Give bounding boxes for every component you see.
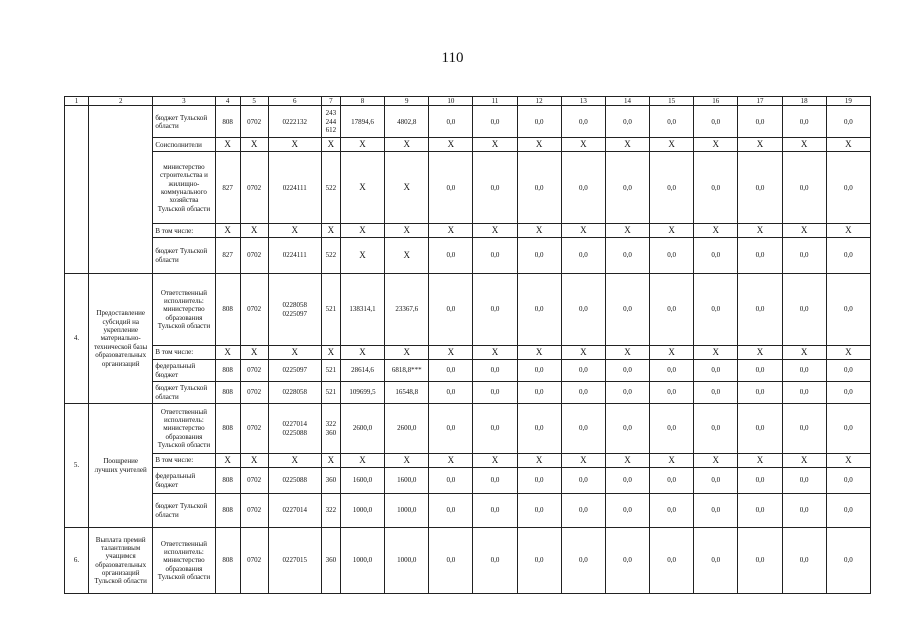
value-cell: 0,0 [782, 274, 826, 346]
value-cell: 0,0 [826, 494, 870, 528]
value-cell: 4802,8 [385, 106, 429, 138]
value-cell: 0,0 [429, 528, 473, 594]
x-mark-cell: X [650, 224, 694, 238]
table-row [65, 238, 871, 274]
value-cell: 0,0 [826, 106, 870, 138]
row-number-cell: 4. [65, 274, 89, 404]
value-cell: 109699,5 [340, 382, 384, 404]
ministry-code-cell: 808 [215, 106, 240, 138]
section-code-cell: 0702 [240, 238, 268, 274]
ministry-code-cell: 808 [215, 404, 240, 454]
ministry-code-cell: 808 [215, 274, 240, 346]
value-cell: 0,0 [517, 468, 561, 494]
x-mark-cell: X [215, 346, 240, 360]
section-code-cell: 0702 [240, 152, 268, 224]
x-mark-cell: X [826, 138, 870, 152]
value-cell: 0,0 [473, 152, 517, 224]
value-cell: 1000,0 [340, 528, 384, 594]
value-cell: 0,0 [473, 382, 517, 404]
target-article-cell: 0225088 [268, 468, 321, 494]
value-cell: 0,0 [694, 404, 738, 454]
x-mark-cell: X [826, 454, 870, 468]
section-code-cell: 0702 [240, 468, 268, 494]
value-cell: 2600,0 [385, 404, 429, 454]
table-row [65, 152, 871, 224]
x-mark-cell: X [473, 454, 517, 468]
x-mark-cell: X [340, 138, 384, 152]
x-mark-cell: X [240, 454, 268, 468]
value-cell: 0,0 [517, 274, 561, 346]
column-number: 16 [694, 97, 738, 106]
value-cell: 0,0 [782, 106, 826, 138]
value-cell: 0,0 [694, 106, 738, 138]
value-cell: 0,0 [429, 360, 473, 382]
value-cell: 0,0 [605, 468, 649, 494]
table-row [65, 224, 871, 238]
value-cell: 1000,0 [385, 528, 429, 594]
column-number: 5 [240, 97, 268, 106]
value-cell: 0,0 [738, 494, 782, 528]
value-cell: 0,0 [826, 468, 870, 494]
row-number-cell: 6. [65, 528, 89, 594]
executor-cell: Ответственный исполнитель: министерство образования Тульской области [153, 528, 215, 594]
x-mark-cell: X [321, 454, 340, 468]
value-cell: 0,0 [473, 238, 517, 274]
value-cell: 0,0 [429, 404, 473, 454]
x-mark-cell: X [215, 224, 240, 238]
page-number: 110 [441, 50, 464, 66]
target-article-cell: 0224111 [268, 238, 321, 274]
value-cell: 0,0 [517, 106, 561, 138]
x-mark-cell: X [340, 152, 384, 224]
x-mark-cell: X [561, 454, 605, 468]
ministry-code-cell: 808 [215, 528, 240, 594]
column-number-row [65, 97, 871, 106]
event-name-cell [89, 106, 153, 274]
ministry-code-cell: 808 [215, 360, 240, 382]
value-cell: 0,0 [605, 274, 649, 346]
value-cell: 0,0 [826, 152, 870, 224]
column-number: 7 [321, 97, 340, 106]
value-cell: 0,0 [650, 360, 694, 382]
value-cell: 0,0 [517, 238, 561, 274]
value-cell: 0,0 [782, 468, 826, 494]
x-mark-cell: X [650, 454, 694, 468]
ministry-code-cell: 827 [215, 238, 240, 274]
table-row [65, 454, 871, 468]
expense-type-cell: 522 [321, 152, 340, 224]
expense-type-cell: 243 244 612 [321, 106, 340, 138]
x-mark-cell: X [240, 224, 268, 238]
section-code-cell: 0702 [240, 274, 268, 346]
value-cell: 0,0 [782, 152, 826, 224]
value-cell: 0,0 [738, 152, 782, 224]
executor-cell: бюджет Тульской области [153, 238, 215, 274]
x-mark-cell: X [429, 138, 473, 152]
x-mark-cell: X [826, 346, 870, 360]
value-cell: 0,0 [561, 494, 605, 528]
event-name-cell: Предоставление субсидий на укрепление материально-технической базы образовательных организаций [89, 274, 153, 404]
x-mark-cell: X [694, 224, 738, 238]
value-cell: 0,0 [429, 238, 473, 274]
x-mark-cell: X [268, 454, 321, 468]
value-cell: 0,0 [782, 528, 826, 594]
target-article-cell: 0224111 [268, 152, 321, 224]
value-cell: 0,0 [694, 468, 738, 494]
value-cell: 0,0 [561, 360, 605, 382]
value-cell: 0,0 [561, 468, 605, 494]
x-mark-cell: X [738, 454, 782, 468]
x-mark-cell: X [321, 346, 340, 360]
value-cell: 0,0 [826, 404, 870, 454]
value-cell: 0,0 [738, 382, 782, 404]
value-cell: 0,0 [738, 360, 782, 382]
x-mark-cell: X [650, 138, 694, 152]
column-number: 11 [473, 97, 517, 106]
value-cell: 1600,0 [340, 468, 384, 494]
value-cell: 0,0 [738, 106, 782, 138]
x-mark-cell: X [321, 224, 340, 238]
value-cell: 0,0 [694, 238, 738, 274]
x-mark-cell: X [782, 224, 826, 238]
expense-type-cell: 521 [321, 382, 340, 404]
value-cell: 0,0 [650, 528, 694, 594]
executor-cell: Ответственный исполнитель: министерство образования Тульской области [153, 274, 215, 346]
value-cell: 0,0 [517, 382, 561, 404]
section-code-cell: 0702 [240, 528, 268, 594]
x-mark-cell: X [738, 224, 782, 238]
executor-cell: В том числе: [153, 454, 215, 468]
value-cell: 0,0 [605, 152, 649, 224]
value-cell: 0,0 [650, 152, 694, 224]
table-row [65, 494, 871, 528]
x-mark-cell: X [340, 454, 384, 468]
section-code-cell: 0702 [240, 494, 268, 528]
value-cell: 0,0 [561, 274, 605, 346]
table-row [65, 528, 871, 594]
value-cell: 0,0 [517, 152, 561, 224]
value-cell: 0,0 [738, 528, 782, 594]
column-number: 15 [650, 97, 694, 106]
x-mark-cell: X [268, 224, 321, 238]
value-cell: 0,0 [650, 468, 694, 494]
value-cell: 0,0 [826, 360, 870, 382]
x-mark-cell: X [782, 346, 826, 360]
x-mark-cell: X [385, 454, 429, 468]
value-cell: 0,0 [826, 382, 870, 404]
table-row [65, 404, 871, 454]
value-cell: 0,0 [561, 106, 605, 138]
value-cell: 0,0 [605, 528, 649, 594]
x-mark-cell: X [738, 346, 782, 360]
value-cell: 0,0 [605, 494, 649, 528]
x-mark-cell: X [605, 346, 649, 360]
value-cell: 0,0 [694, 360, 738, 382]
value-cell: 0,0 [473, 468, 517, 494]
x-mark-cell: X [215, 454, 240, 468]
x-mark-cell: X [268, 346, 321, 360]
executor-cell: министерство строительства и жилищно-коммунального хозяйства Тульской области [153, 152, 215, 224]
x-mark-cell: X [429, 346, 473, 360]
x-mark-cell: X [826, 224, 870, 238]
table-row [65, 346, 871, 360]
value-cell: 0,0 [429, 274, 473, 346]
column-number: 13 [561, 97, 605, 106]
value-cell: 0,0 [561, 152, 605, 224]
expense-type-cell: 521 [321, 360, 340, 382]
x-mark-cell: X [473, 224, 517, 238]
expense-type-cell: 360 [321, 468, 340, 494]
column-number: 3 [153, 97, 215, 106]
x-mark-cell: X [738, 138, 782, 152]
table-row [65, 382, 871, 404]
table-row [65, 274, 871, 346]
value-cell: 0,0 [429, 494, 473, 528]
value-cell: 28614,6 [340, 360, 384, 382]
executor-cell: бюджет Тульской области [153, 382, 215, 404]
value-cell: 0,0 [429, 106, 473, 138]
value-cell: 1600,0 [385, 468, 429, 494]
value-cell: 0,0 [694, 152, 738, 224]
value-cell: 23367,6 [385, 274, 429, 346]
value-cell: 0,0 [782, 360, 826, 382]
value-cell: 0,0 [650, 238, 694, 274]
value-cell: 0,0 [782, 382, 826, 404]
x-mark-cell: X [240, 138, 268, 152]
executor-cell: бюджет Тульской области [153, 494, 215, 528]
target-article-cell: 0222132 [268, 106, 321, 138]
x-mark-cell: X [385, 224, 429, 238]
value-cell: 0,0 [650, 106, 694, 138]
x-mark-cell: X [694, 454, 738, 468]
value-cell: 0,0 [782, 404, 826, 454]
expense-type-cell: 522 [321, 238, 340, 274]
value-cell: 0,0 [561, 404, 605, 454]
x-mark-cell: X [517, 224, 561, 238]
value-cell: 0,0 [738, 274, 782, 346]
value-cell: 0,0 [782, 494, 826, 528]
ministry-code-cell: 808 [215, 468, 240, 494]
row-number-cell: 5. [65, 404, 89, 528]
ministry-code-cell: 827 [215, 152, 240, 224]
target-article-cell: 0227014 [268, 494, 321, 528]
value-cell: 1000,0 [385, 494, 429, 528]
x-mark-cell: X [473, 138, 517, 152]
value-cell: 0,0 [473, 106, 517, 138]
table-row [65, 106, 871, 138]
value-cell: 0,0 [517, 528, 561, 594]
value-cell: 0,0 [650, 404, 694, 454]
ministry-code-cell: 808 [215, 494, 240, 528]
x-mark-cell: X [782, 454, 826, 468]
section-code-cell: 0702 [240, 382, 268, 404]
value-cell: 0,0 [473, 360, 517, 382]
value-cell: 0,0 [738, 238, 782, 274]
value-cell: 0,0 [694, 528, 738, 594]
x-mark-cell: X [385, 238, 429, 274]
value-cell: 0,0 [429, 382, 473, 404]
value-cell: 0,0 [561, 382, 605, 404]
column-number: 1 [65, 97, 89, 106]
expense-type-cell: 521 [321, 274, 340, 346]
value-cell: 0,0 [605, 360, 649, 382]
x-mark-cell: X [650, 346, 694, 360]
column-number: 12 [517, 97, 561, 106]
value-cell: 0,0 [473, 274, 517, 346]
x-mark-cell: X [385, 152, 429, 224]
column-number: 18 [782, 97, 826, 106]
value-cell: 0,0 [694, 382, 738, 404]
value-cell: 17894,6 [340, 106, 384, 138]
x-mark-cell: X [694, 346, 738, 360]
value-cell: 0,0 [826, 274, 870, 346]
value-cell: 0,0 [694, 274, 738, 346]
column-number: 9 [385, 97, 429, 106]
value-cell: 0,0 [605, 238, 649, 274]
x-mark-cell: X [429, 224, 473, 238]
target-article-cell: 0227014 0225088 [268, 404, 321, 454]
x-mark-cell: X [385, 346, 429, 360]
value-cell: 0,0 [473, 528, 517, 594]
executor-cell: бюджет Тульской области [153, 106, 215, 138]
executor-cell: В том числе: [153, 224, 215, 238]
executor-cell: В том числе: [153, 346, 215, 360]
x-mark-cell: X [268, 138, 321, 152]
target-article-cell: 0227015 [268, 528, 321, 594]
x-mark-cell: X [517, 138, 561, 152]
table-row [65, 138, 871, 152]
value-cell: 0,0 [473, 404, 517, 454]
value-cell: 0,0 [650, 382, 694, 404]
column-number: 17 [738, 97, 782, 106]
value-cell: 0,0 [650, 494, 694, 528]
x-mark-cell: X [240, 346, 268, 360]
x-mark-cell: X [517, 454, 561, 468]
value-cell: 0,0 [605, 106, 649, 138]
value-cell: 0,0 [517, 404, 561, 454]
column-number: 4 [215, 97, 240, 106]
x-mark-cell: X [340, 224, 384, 238]
table-row [65, 468, 871, 494]
column-number: 8 [340, 97, 384, 106]
event-name-cell: Выплата премий талантливым учащимся образовательных организаций Тульской области [89, 528, 153, 594]
expense-type-cell: 322 [321, 494, 340, 528]
x-mark-cell: X [340, 238, 384, 274]
value-cell: 0,0 [605, 382, 649, 404]
row-number-cell [65, 106, 89, 274]
x-mark-cell: X [561, 346, 605, 360]
table-row [65, 360, 871, 382]
x-mark-cell: X [782, 138, 826, 152]
value-cell: 0,0 [429, 152, 473, 224]
value-cell: 0,0 [605, 404, 649, 454]
value-cell: 0,0 [782, 238, 826, 274]
value-cell: 0,0 [738, 404, 782, 454]
value-cell: 0,0 [694, 494, 738, 528]
x-mark-cell: X [215, 138, 240, 152]
section-code-cell: 0702 [240, 360, 268, 382]
x-mark-cell: X [429, 454, 473, 468]
target-article-cell: 0228058 [268, 382, 321, 404]
column-number: 14 [605, 97, 649, 106]
section-code-cell: 0702 [240, 404, 268, 454]
value-cell: 0,0 [429, 468, 473, 494]
value-cell: 0,0 [561, 238, 605, 274]
value-cell: 6818,8*** [385, 360, 429, 382]
x-mark-cell: X [605, 454, 649, 468]
value-cell: 0,0 [826, 528, 870, 594]
expense-type-cell: 360 [321, 528, 340, 594]
column-number: 2 [89, 97, 153, 106]
budget-table [64, 96, 871, 594]
value-cell: 0,0 [517, 494, 561, 528]
x-mark-cell: X [385, 138, 429, 152]
value-cell: 138314,1 [340, 274, 384, 346]
value-cell: 0,0 [738, 468, 782, 494]
target-article-cell: 0225097 [268, 360, 321, 382]
executor-cell: Ответственный исполнитель: министерство образования Тульской области [153, 404, 215, 454]
x-mark-cell: X [605, 224, 649, 238]
expense-type-cell: 322 360 [321, 404, 340, 454]
value-cell: 1000,0 [340, 494, 384, 528]
value-cell: 0,0 [650, 274, 694, 346]
column-number: 19 [826, 97, 870, 106]
value-cell: 0,0 [517, 360, 561, 382]
executor-cell: федеральный бюджет [153, 360, 215, 382]
value-cell: 0,0 [826, 238, 870, 274]
x-mark-cell: X [321, 138, 340, 152]
section-code-cell: 0702 [240, 106, 268, 138]
target-article-cell: 0228058 0225097 [268, 274, 321, 346]
budget-table-wrapper [64, 96, 871, 594]
x-mark-cell: X [605, 138, 649, 152]
x-mark-cell: X [561, 224, 605, 238]
x-mark-cell: X [473, 346, 517, 360]
x-mark-cell: X [694, 138, 738, 152]
value-cell: 0,0 [473, 494, 517, 528]
value-cell: 2600,0 [340, 404, 384, 454]
event-name-cell: Поощрение лучших учителей [89, 404, 153, 528]
value-cell: 0,0 [561, 528, 605, 594]
x-mark-cell: X [340, 346, 384, 360]
value-cell: 16548,8 [385, 382, 429, 404]
x-mark-cell: X [561, 138, 605, 152]
ministry-code-cell: 808 [215, 382, 240, 404]
executor-cell: Соисполнители [153, 138, 215, 152]
column-number: 6 [268, 97, 321, 106]
x-mark-cell: X [517, 346, 561, 360]
column-number: 10 [429, 97, 473, 106]
executor-cell: федеральный бюджет [153, 468, 215, 494]
